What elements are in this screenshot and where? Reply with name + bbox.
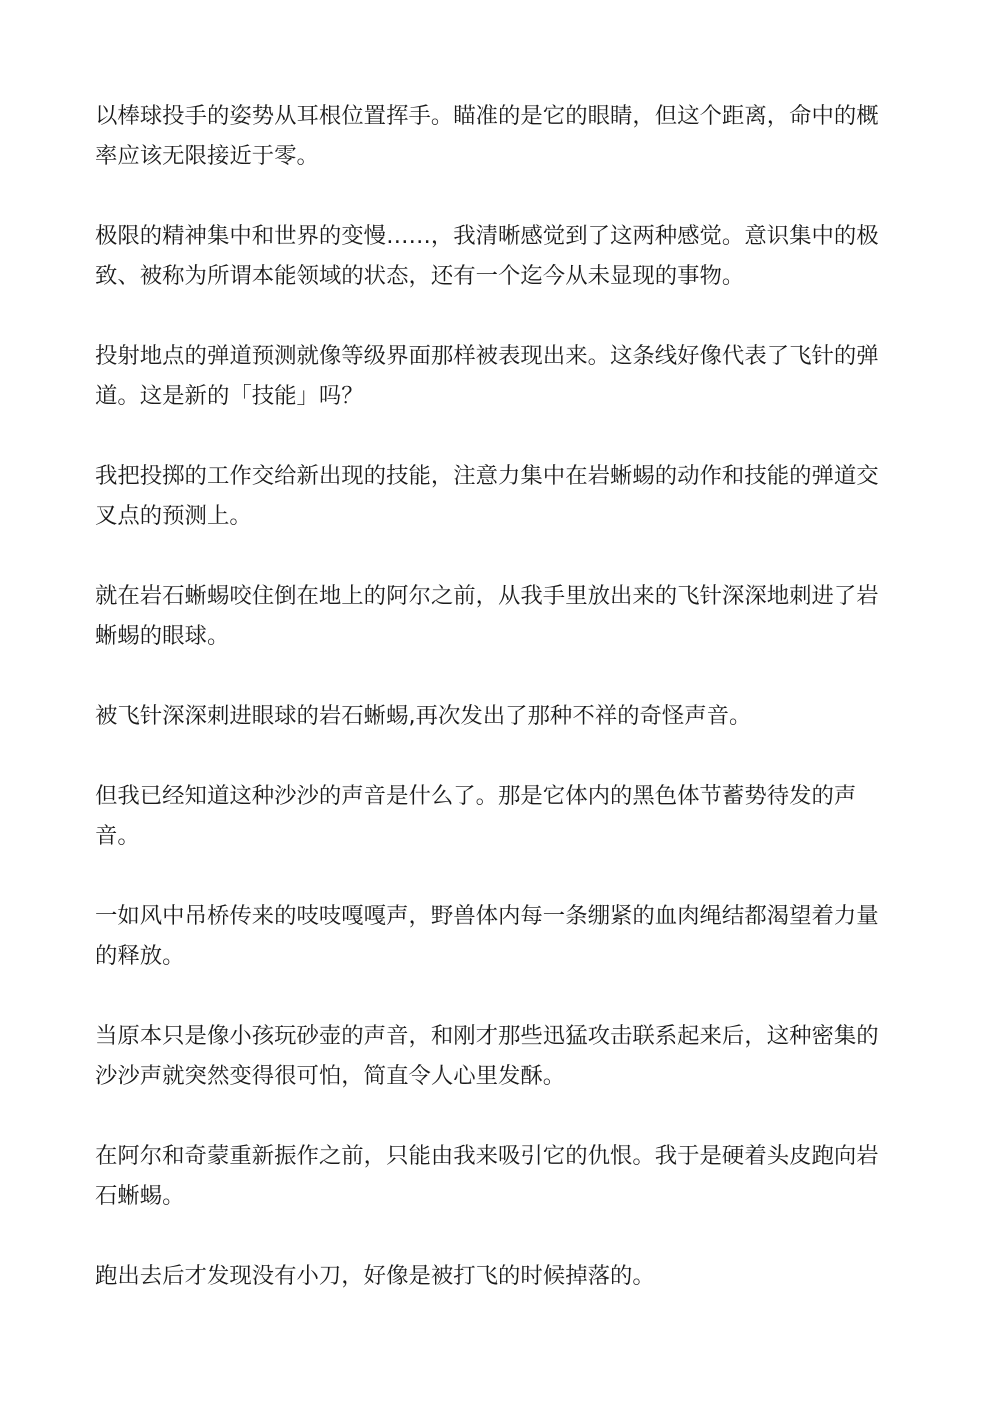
paragraph-3: 投射地点的弹道预测就像等级界面那样被表现出来。这条线好像代表了飞针的弹道。这是新的「技能」吗？ xyxy=(95,343,879,409)
paragraph-1: 以棒球投手的姿势从耳根位置挥手。瞄准的是它的眼睛，但这个距离，命中的概率应该无限接近于零。 xyxy=(95,103,879,169)
paragraph-5: 就在岩石蜥蜴咬住倒在地上的阿尔之前，从我手里放出来的飞针深深地刺进了岩蜥蜴的眼球。 xyxy=(95,583,879,649)
paragraph-2: 极限的精神集中和世界的变慢……，我清晰感觉到了这两种感觉。意识集中的极致、被称为所谓本能领域的状态，还有一个迄今从未显现的事物。 xyxy=(95,223,879,289)
paragraph-4: 我把投掷的工作交给新出现的技能，注意力集中在岩蜥蜴的动作和技能的弹道交叉点的预测上。 xyxy=(95,463,879,529)
paragraph-8: 一如风中吊桥传来的吱吱嘎嘎声，野兽体内每一条绷紧的血肉绳结都渴望着力量的释放。 xyxy=(95,903,879,969)
paragraph-10: 在阿尔和奇蒙重新振作之前，只能由我来吸引它的仇恨。我于是硬着头皮跑向岩石蜥蜴。 xyxy=(95,1143,879,1209)
paragraph-9: 当原本只是像小孩玩砂壶的声音，和刚才那些迅猛攻击联系起来后，这种密集的沙沙声就突然变得很可怕，简直令人心里发酥。 xyxy=(95,1023,879,1089)
paragraph-11: 跑出去后才发现没有小刀，好像是被打飞的时候掉落的。 xyxy=(95,1263,655,1289)
paragraph-7: 但我已经知道这种沙沙的声音是什么了。那是它体内的黑色体节蓄势待发的声音。 xyxy=(95,783,857,849)
paragraph-6: 被飞针深深刺进眼球的岩石蜥蜴,再次发出了那种不祥的奇怪声音。 xyxy=(95,703,752,729)
text-body xyxy=(95,96,895,1336)
